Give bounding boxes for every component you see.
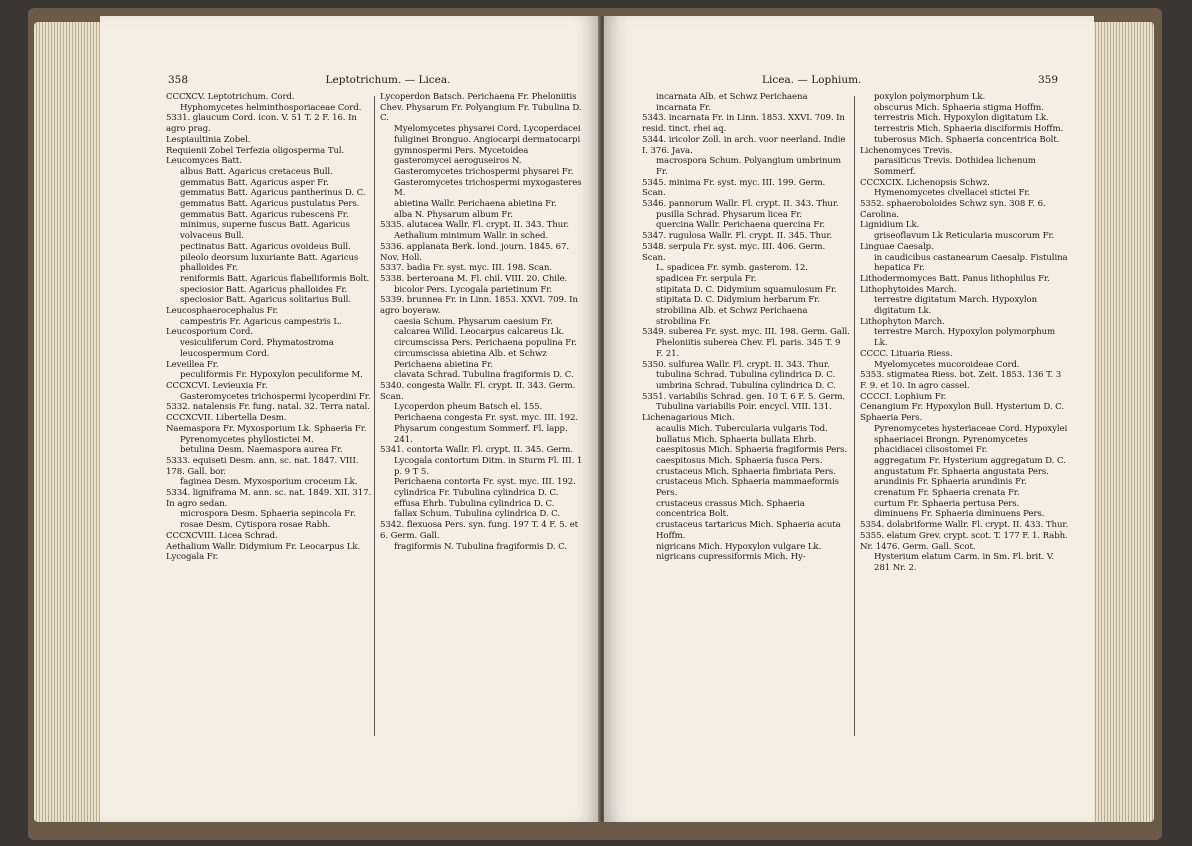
entry-line: fragiformis N. Tubulina fragiformis D. C. bbox=[394, 541, 567, 552]
entry-line: gemmatus Batt. Agaricus pantherinus D. C. bbox=[180, 188, 366, 199]
entry-line: Hymenomycetes clvellacei stictei Fr. bbox=[874, 188, 1031, 199]
entry-line: CCCXCVIII. Licea Schrad. bbox=[166, 530, 278, 541]
left-header bbox=[168, 74, 588, 86]
entry-line: 5348. serpula Fr. syst. myc. III. 406. Germ. Scan. bbox=[642, 241, 826, 263]
entry-line: betulina Desm. Naemaspora aurea Fr. bbox=[180, 445, 343, 456]
entry-line: Perichaena congesta Fr. syst. myc. III. 192. bbox=[394, 413, 578, 424]
entry-line: campestris Fr. Agaricus campestris L. bbox=[180, 316, 342, 327]
page-edges-right bbox=[1090, 22, 1154, 822]
entry-line: arundinis Fr. Sphaeria arundinis Fr. bbox=[874, 477, 1027, 488]
entry-line: 5355. elatum Grev. crypt. scot. T. 177 F. 1. Rabh. Nr. 1476. Germ. Gall. Scot. bbox=[860, 530, 1068, 552]
entry-line: pectinatus Batt. Agaricus ovoideus Bull. bbox=[180, 241, 351, 252]
entry-line: Pyrenomycetes hysteriaceae Cord. Hypoxylei sphaeriacei Brongn. Pyrenomycetes phacidiacei clisostomei Fr. bbox=[874, 423, 1068, 456]
entry-line: poxylon polymorphum Lk. bbox=[874, 92, 986, 102]
entry-line: strobilina Alb. et Schwz Perichaena strobilina Fr. bbox=[656, 306, 808, 327]
entry-line: Tubulina variabilis Poir. encycl. VIII. 131. bbox=[656, 402, 832, 413]
entry-line: gemmatus Batt. Agaricus pustulatus Pers. bbox=[180, 199, 360, 210]
entry-line: acaulis Mich. Tubercularia vulgaris Tod. bbox=[656, 423, 828, 434]
entry-line: 5350. sulfurea Wallr. Fl. crypt. II. 343. Thur. bbox=[642, 359, 830, 370]
entry-line: pusilla Schrad. Physarum licea Fr. bbox=[656, 209, 802, 220]
entry-line: 5331. glaucum Cord. icon. V. 51 T. 2 F. 16. In agro prag. bbox=[166, 113, 357, 135]
entry-line: crustaceus Mich. Sphaeria mammaeformis Pers. bbox=[656, 477, 839, 499]
entry-line: tuberosus Mich. Sphaeria concentrica Bolt. bbox=[874, 134, 1060, 145]
entry-line: CCCXCIX. Lichenopsis Schwz. bbox=[860, 177, 990, 188]
entry-line: bullatus Mich. Sphaeria bullata Ehrb. bbox=[656, 434, 817, 445]
entry-line: nigricans Mich. Hypoxylon vulgare Lk. bbox=[656, 541, 822, 552]
entry-line: Lycoperdon Batsch. Perichaena Fr. Pheloniitis Chev. Physarum Fr. Polyangium Fr. Tubulina D. C. bbox=[380, 92, 582, 124]
entry-line: 5333. equiseti Desm. ann. sc. nat. 1847. VIII. 178. Gall. bor. bbox=[166, 455, 359, 477]
right-running-head: Licea. — Lophium. bbox=[762, 74, 862, 86]
entry-line: Aethalium Wallr. Didymium Fr. Leocarpus Lk. Lycogala Fr. bbox=[166, 541, 361, 563]
right-page bbox=[604, 16, 1094, 822]
entry-line: 5352. sphaeroboloides Schwz syn. 308 F. 6. Carolina. bbox=[860, 199, 1046, 220]
entry-line: terrestris Mich. Sphaeria disciformis Hoffm. bbox=[874, 124, 1064, 135]
entry-line: 5346. pannorum Wallr. Fl. crypt. II. 343. Thur. bbox=[642, 199, 839, 210]
entry-line: 5336. applanata Berk. lond. journ. 1845. 67. Nov. Holl. bbox=[380, 241, 569, 263]
entry-line: tubulina Schrad. Tubulina cylindrica D. C. bbox=[656, 370, 836, 381]
entry-line: Lycogala contortum Ditm. in Sturm Fl. III. 1 p. 9 T 5. bbox=[394, 455, 583, 477]
page-edges-left bbox=[34, 22, 104, 822]
entry-line: 5342. flexuosa Pers. syn. fung. 197 T. 4 F. 5. et 6. Germ. Gall. bbox=[380, 520, 579, 541]
entry-line: terrestre March. Hypoxylon polymorphum Lk. bbox=[874, 327, 1056, 349]
entry-line: gemmatus Batt. Agaricus rubescens Fr. bbox=[180, 209, 349, 220]
entry-line: Lycoperdon pheum Batsch el. 155. bbox=[394, 402, 543, 413]
entry-line: 5337. badia Fr. syst. myc. III. 198. Scan. bbox=[380, 263, 552, 274]
entry-line: caespitosus Mich. Sphaeria fusca Pers. bbox=[656, 455, 823, 466]
entry-line: calcarea Willd. Leocarpus calcareus Lk. bbox=[394, 327, 564, 338]
right-header bbox=[762, 74, 1058, 86]
entry-line: 5340. congesta Wallr. Fl. crypt. II. 343. Germ. Scan. bbox=[380, 380, 576, 402]
entry-line: albus Batt. Agaricus cretaceus Bull. bbox=[180, 166, 333, 177]
entry-line: 5341. contorta Wallr. Fl. crypt. II. 345. Germ. bbox=[380, 445, 573, 456]
entry-line: crenatum Fr. Sphaeria crenata Fr. bbox=[874, 488, 1020, 499]
entry-line: aggregatum Fr. Hysterium aggregatum D. C. bbox=[874, 455, 1066, 466]
entry-line: abietina Wallr. Perichaena abietina Fr. bbox=[394, 199, 557, 210]
entry-line: Leucomyces Batt. bbox=[166, 156, 242, 167]
left-column-2 bbox=[380, 92, 586, 552]
entry-line: CCCXCVII. Libertella Desm. bbox=[166, 413, 287, 424]
entry-line: speciosior Batt. Agaricus solitarius Bull. bbox=[180, 295, 351, 306]
entry-line: vesiculiferum Cord. Phymatostroma leucospermum Cord. bbox=[180, 338, 334, 359]
entry-line: obscurus Mich. Sphaeria stigma Hoffm. bbox=[874, 102, 1044, 113]
entry-line: Myelomycetes mucoroideae Cord. bbox=[874, 359, 1020, 370]
entry-line: Lignidium Lk. bbox=[860, 220, 920, 231]
entry-line: Leucosphaerocephalus Fr. bbox=[166, 306, 279, 317]
entry-line: Aethalium minimum Wallr. in sched. bbox=[394, 231, 549, 242]
entry-line: gemmatus Batt. Agaricus asper Fr. bbox=[180, 177, 329, 188]
entry-line: bicolor Pers. Lycogala parietinum Fr. bbox=[394, 284, 552, 295]
entry-line: caesia Schum. Physarum caesium Fr. bbox=[394, 316, 553, 327]
entry-line: 5339. brunnea Fr. in Linn. 1853. XXVI. 709. In agro boyeraw. bbox=[380, 295, 578, 317]
entry-line: Naemaspora Fr. Myxosporium Lk. Sphaeria Fr. bbox=[166, 423, 367, 434]
entry-line: 5344. iricolor Zoll. in arch. voor neerland. Indie I. 376. Java. bbox=[642, 134, 846, 156]
entry-line: Requienii Zobel Terfezia oligosperma Tul. bbox=[166, 145, 345, 156]
entry-line: parasiticus Trevis. Dothidea lichenum Sommerf. bbox=[874, 156, 1036, 177]
entry-line: Perichaena contorta Fr. syst. myc. III. 192. bbox=[394, 477, 576, 488]
left-running-head: Leptotrichum. — Licea. bbox=[325, 74, 451, 86]
entry-line: faginea Desm. Myxosporium croceum Lk. bbox=[180, 477, 358, 488]
right-column-2 bbox=[860, 92, 1070, 574]
entry-line: 5354. dolabriforme Wallr. Fl. crypt. II. 433. Thur. bbox=[860, 520, 1069, 531]
left-column-1 bbox=[166, 92, 372, 563]
entry-line: macrospora Schum. Polyangium umbrinum Fr. bbox=[656, 156, 841, 177]
entry-line: Myelomycetes physarei Cord. Lycoperdacei fuliginei Bronguo. Angiocarpi dermatocarpi gymnospermi Pers. Mycetoidea gasteromycei aeroguseiros N. Gasteromycetes trichospermi physarei Fr. Gasteromycetes trichospermi myxogasteres M. bbox=[394, 124, 582, 199]
entry-line: angustatum Fr. Sphaeria angustata Pers. bbox=[874, 466, 1049, 477]
right-column-rule bbox=[854, 96, 855, 736]
entry-line: CCCXCV. Leptotrichum. Cord. bbox=[166, 92, 295, 102]
entry-line: in caudicibus castanearum Caesalp. Fistulina hepatica Fr. bbox=[874, 252, 1068, 274]
entry-line: Pheloniitis suberea Chev. Fl. paris. 345 T. 9 F. 21. bbox=[656, 338, 841, 359]
entry-line: 5332. natalensis Fr. fung. natal. 32. Terra natal. bbox=[166, 402, 370, 413]
entry-line: quercina Wallr. Perichaena quercina Fr. bbox=[656, 220, 825, 231]
entry-line: diminuens Fr. Sphaeria diminuens Pers. bbox=[874, 509, 1045, 520]
entry-line: 5349. suberea Fr. syst. myc. III. 198. Germ. Gall. bbox=[642, 327, 850, 338]
entry-line: nigricans cupressiformis Mich. Hy- bbox=[656, 552, 806, 563]
entry-line: speciosior Batt. Agaricus phalloides Fr. bbox=[180, 284, 348, 295]
entry-line: 5345. minima Fr. syst. myc. III. 199. Germ. Scan. bbox=[642, 177, 826, 199]
entry-line: circumscissa Pers. Perichaena populina Fr. bbox=[394, 338, 577, 349]
entry-line: umbrina Schrad. Tubulina cylindrica D. C. bbox=[656, 380, 836, 391]
entry-line: peculiformis Fr. Hypoxylon peculiforme M. bbox=[180, 370, 363, 381]
entry-line: Lichenomyces Trevis. bbox=[860, 145, 953, 156]
entry-line: pileolo deorsum luxuriante Batt. Agaricus phalloides Fr. bbox=[180, 252, 359, 274]
entry-line: Lithodermomyces Batt. Panus lithophilus Fr. bbox=[860, 273, 1050, 284]
entry-line: effusa Ehrb. Tubulina cylindrica D. C. bbox=[394, 498, 555, 509]
entry-line: Cenangium Fr. Hypoxylon Bull. Hysterium D. C. Sphaeria Pers. bbox=[860, 402, 1064, 424]
entry-line: terrestris Mich. Hypoxylon digitatum Lk. bbox=[874, 113, 1049, 124]
entry-line: 5334. ligniframa M. ann. sc. nat. 1849. XII. 317. In agro sedan. bbox=[166, 488, 372, 509]
entry-line: Linguae Caesalp. bbox=[860, 241, 934, 252]
entry-line: crustaceus crassus Mich. Sphaeria concentrica Bolt. bbox=[656, 498, 805, 520]
entry-line: 5343. incarnata Fr. in Linn. 1853. XXVI. 709. In resid. tinct. rhei aq. bbox=[642, 113, 845, 135]
entry-line: Physarum congestum Sommerf. Fl. lapp. 241. bbox=[394, 423, 568, 445]
entry-line: fallax Schum. Tubulina cylindrica D. C. bbox=[394, 509, 560, 520]
entry-line: Leveillea Fr. bbox=[166, 359, 219, 370]
entry-line: CCCCI. Lophium Fr. bbox=[860, 391, 947, 402]
entry-line: CCCXCVI. Levieuxia Fr. bbox=[166, 380, 268, 391]
entry-line: Lespiaultinia Zobel. bbox=[166, 134, 251, 145]
right-page-number: 359 bbox=[1037, 74, 1058, 86]
entry-line: clavata Schrad. Tubulina fragiformis D. C. bbox=[394, 370, 574, 381]
entry-line: 5338. berteroana M. Fl. chil. VIII. 20. Chile. bbox=[380, 273, 568, 284]
entry-line: circumscissa abietina Alb. et Schwz Perichaena abietina Fr. bbox=[394, 348, 547, 370]
entry-line: Lichenagarious Mich. bbox=[642, 413, 735, 424]
entry-line: Hysterium elatum Carm. in Sm. Fl. brit. V. 281 Nr. 2. bbox=[874, 552, 1055, 573]
entry-line: rosae Desm. Cytispora rosae Rabh. bbox=[180, 520, 331, 531]
left-column-rule bbox=[374, 96, 375, 736]
entry-line: L. spadicea Fr. symb. gasterom. 12. bbox=[656, 263, 808, 274]
entry-line: Leucosporium Cord. bbox=[166, 327, 253, 338]
entry-line: Lithophytoides March. bbox=[860, 284, 957, 295]
right-column-1 bbox=[642, 92, 850, 563]
entry-line: microspora Desm. Sphaeria sepincola Fr. bbox=[180, 509, 356, 520]
entry-line: CCCC. Lituaria Riess. bbox=[860, 348, 953, 359]
entry-line: curtum Fr. Sphaeria pertusa Pers. bbox=[874, 498, 1020, 509]
entry-line: reniformis Batt. Agaricus flabelliformis Bolt. bbox=[180, 273, 370, 284]
entry-line: minimus, superne fuscus Batt. Agaricus volvaceus Bull. bbox=[180, 220, 350, 242]
entry-line: Pyrenomycetes phyllostictei M. bbox=[180, 434, 314, 445]
entry-line: Hyphomycetes helminthosporiaceae Cord. bbox=[180, 102, 362, 113]
entry-line: Gasteromycetes trichospermi lycoperdini Fr. bbox=[180, 391, 371, 402]
entry-line: alba N. Physarum album Fr. bbox=[394, 209, 513, 220]
entry-line: 5351. variabilis Schrad. gen. 10 T. 6 F. 5. Germ. bbox=[642, 391, 846, 402]
entry-line: crustaceus Mich. Sphaeria fimbriata Pers. bbox=[656, 466, 836, 477]
entry-line: stipitata D. C. Didymium herbarum Fr. bbox=[656, 295, 820, 306]
entry-line: 5353. stigmatea Riess. bot. Zeit. 1853. 136 T. 3 F. 9. et 10. In agro cassel. bbox=[860, 370, 1062, 391]
entry-line: spadicea Fr. serpula Fr. bbox=[656, 273, 757, 284]
entry-line: incarnata Alb. et Schwz Perichaena incarnata Fr. bbox=[656, 92, 808, 113]
entry-line: Lithophyton March. bbox=[860, 316, 945, 327]
left-page-number: 358 bbox=[168, 74, 189, 86]
entry-line: caespitosus Mich. Sphaeria fragiformis Pers. bbox=[656, 445, 848, 456]
entry-line: cylindrica Fr. Tubulina cylindrica D. C. bbox=[394, 488, 559, 499]
entry-line: stipitata D. C. Didymium squamulosum Fr. bbox=[656, 284, 837, 295]
entry-line: 5347. rugulosa Wallr. Fl. crypt. II. 345. Thur. bbox=[642, 231, 833, 242]
entry-line: terrestre digitatum March. Hypoxylon digitatum Lk. bbox=[874, 295, 1038, 317]
entry-line: griseoflavum Lk Reticularia muscorum Fr. bbox=[874, 231, 1055, 242]
left-page bbox=[100, 16, 600, 822]
entry-line: 5335. alutacea Wallr. Fl. crypt. II. 343. Thur. bbox=[380, 220, 569, 231]
entry-line: crustaceus tartaricus Mich. Sphaeria acuta Hoffm. bbox=[656, 520, 841, 541]
